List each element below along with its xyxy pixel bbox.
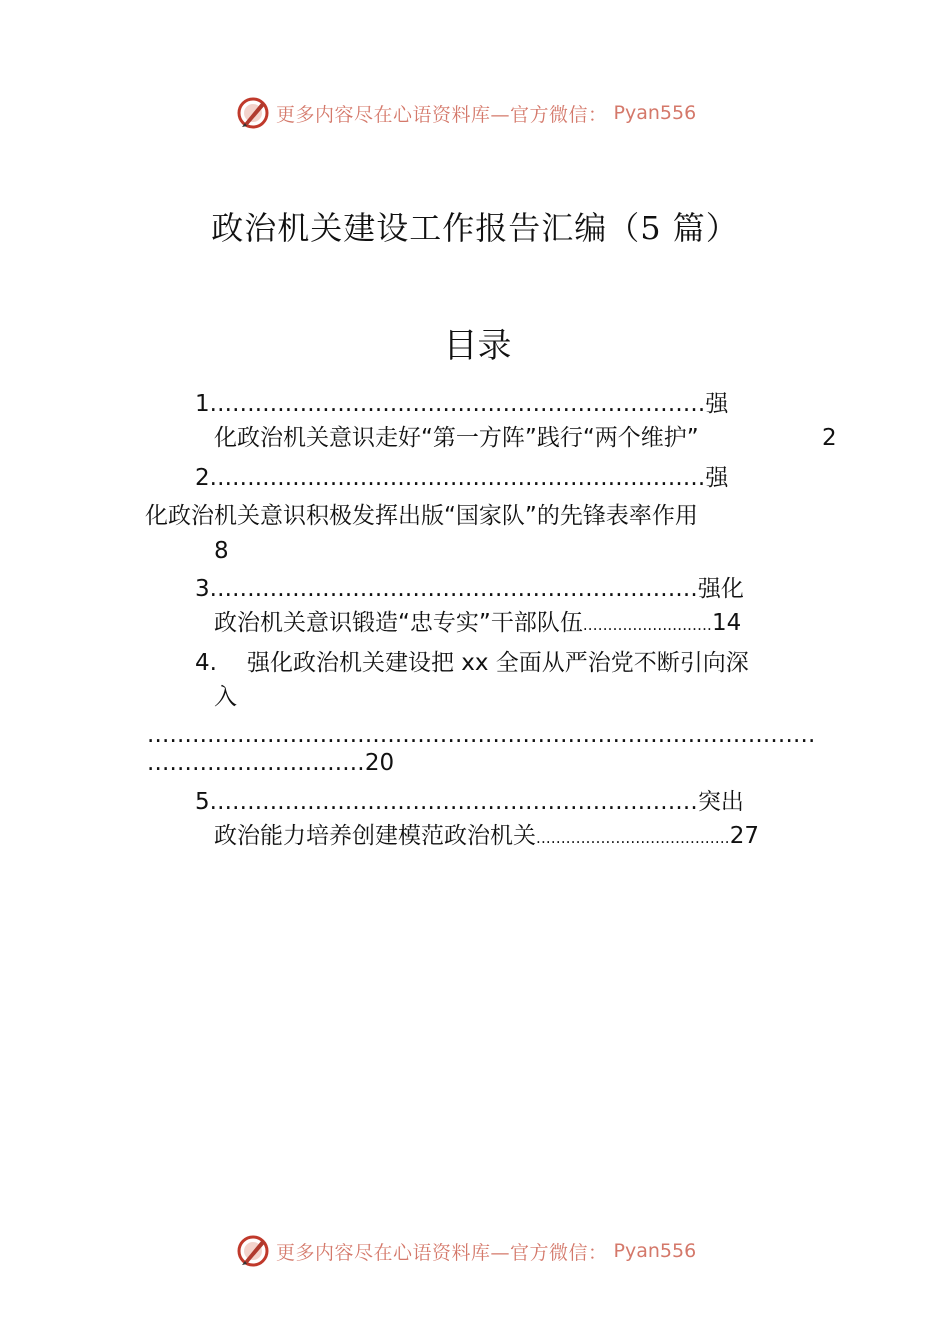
toc-entry-title-start: 突出 — [697, 789, 744, 815]
pen-seal-logo-icon — [236, 1234, 270, 1268]
dot-leader: ......................................................................................... — [147, 722, 816, 748]
watermark-wechat-id: Pyan556 — [613, 1240, 697, 1262]
watermark-wechat-id: Pyan556 — [613, 102, 697, 124]
toc-entry-page: 27 — [729, 823, 760, 849]
toc-entry-title-rest: 化政治机关意识积极发挥出版“国家队”的先锋表率作用 — [145, 503, 698, 529]
dot-leader: ....................................... — [536, 829, 730, 847]
toc-entry-title-start: 强 — [705, 465, 729, 491]
toc-entry-4-page-line[interactable] — [147, 748, 394, 778]
toc-entry-4-title-rest: 入 — [214, 684, 237, 710]
dot-leader: .................................................................. — [209, 465, 706, 491]
watermark-text: 更多内容尽在心语资料库—官方微信： — [276, 1241, 608, 1264]
toc-entry-2-page: 8 — [214, 538, 229, 564]
toc-entry-page: 14 — [712, 610, 742, 636]
dot-leader: .................................................................. — [209, 391, 706, 417]
pen-seal-logo-icon — [236, 96, 270, 130]
toc-entry-number: 1 — [195, 391, 210, 417]
toc-entry-4-leader-line — [147, 720, 815, 750]
toc-entry-number: 5 — [195, 789, 210, 815]
toc-entry-title-start: 强化 — [697, 576, 744, 602]
toc-entry-title-rest: 政治机关意识锻造“忠专实”干部队伍 — [214, 610, 583, 636]
toc-entry-number: 3 — [195, 576, 210, 602]
toc-entry-3-leader[interactable] — [195, 574, 744, 604]
watermark-footer — [236, 1234, 696, 1268]
toc-entry-1-page: 2 — [822, 425, 837, 451]
toc-entry-page: 20 — [364, 750, 395, 776]
toc-entry-1-leader[interactable] — [195, 389, 728, 419]
toc-entry-title-start: 强化政治机关建设把 xx 全面从严治党不断引向深 — [246, 650, 749, 676]
toc-entry-4-title[interactable] — [195, 648, 749, 678]
dot-leader: .......................... — [582, 616, 713, 634]
toc-heading: 目录 — [443, 326, 512, 366]
document-title: 政治机关建设工作报告汇编（5 篇） — [211, 209, 739, 247]
toc-entry-title-rest: 化政治机关意识走好“第一方阵”践行“两个维护” — [214, 425, 699, 451]
toc-entry-title-rest: 政治能力培养创建模范政治机关 — [214, 823, 536, 849]
dot-leader: ............................. — [147, 750, 365, 776]
toc-entry-3-title[interactable] — [214, 608, 741, 640]
toc-entry-1-title[interactable] — [214, 423, 699, 453]
toc-entry-5-title[interactable] — [214, 821, 759, 853]
toc-entry-2-title[interactable] — [145, 501, 698, 531]
toc-entry-title-start: 强 — [705, 391, 729, 417]
toc-entry-number: 4. — [195, 650, 217, 676]
watermark-text: 更多内容尽在心语资料库—官方微信： — [276, 103, 608, 126]
dot-leader: ................................................................. — [209, 789, 698, 815]
toc-entry-number: 2 — [195, 465, 210, 491]
toc-entry-2-leader[interactable] — [195, 463, 728, 493]
watermark-header — [236, 96, 696, 130]
toc-entry-5-leader[interactable] — [195, 787, 744, 817]
dot-leader: ................................................................. — [209, 576, 698, 602]
